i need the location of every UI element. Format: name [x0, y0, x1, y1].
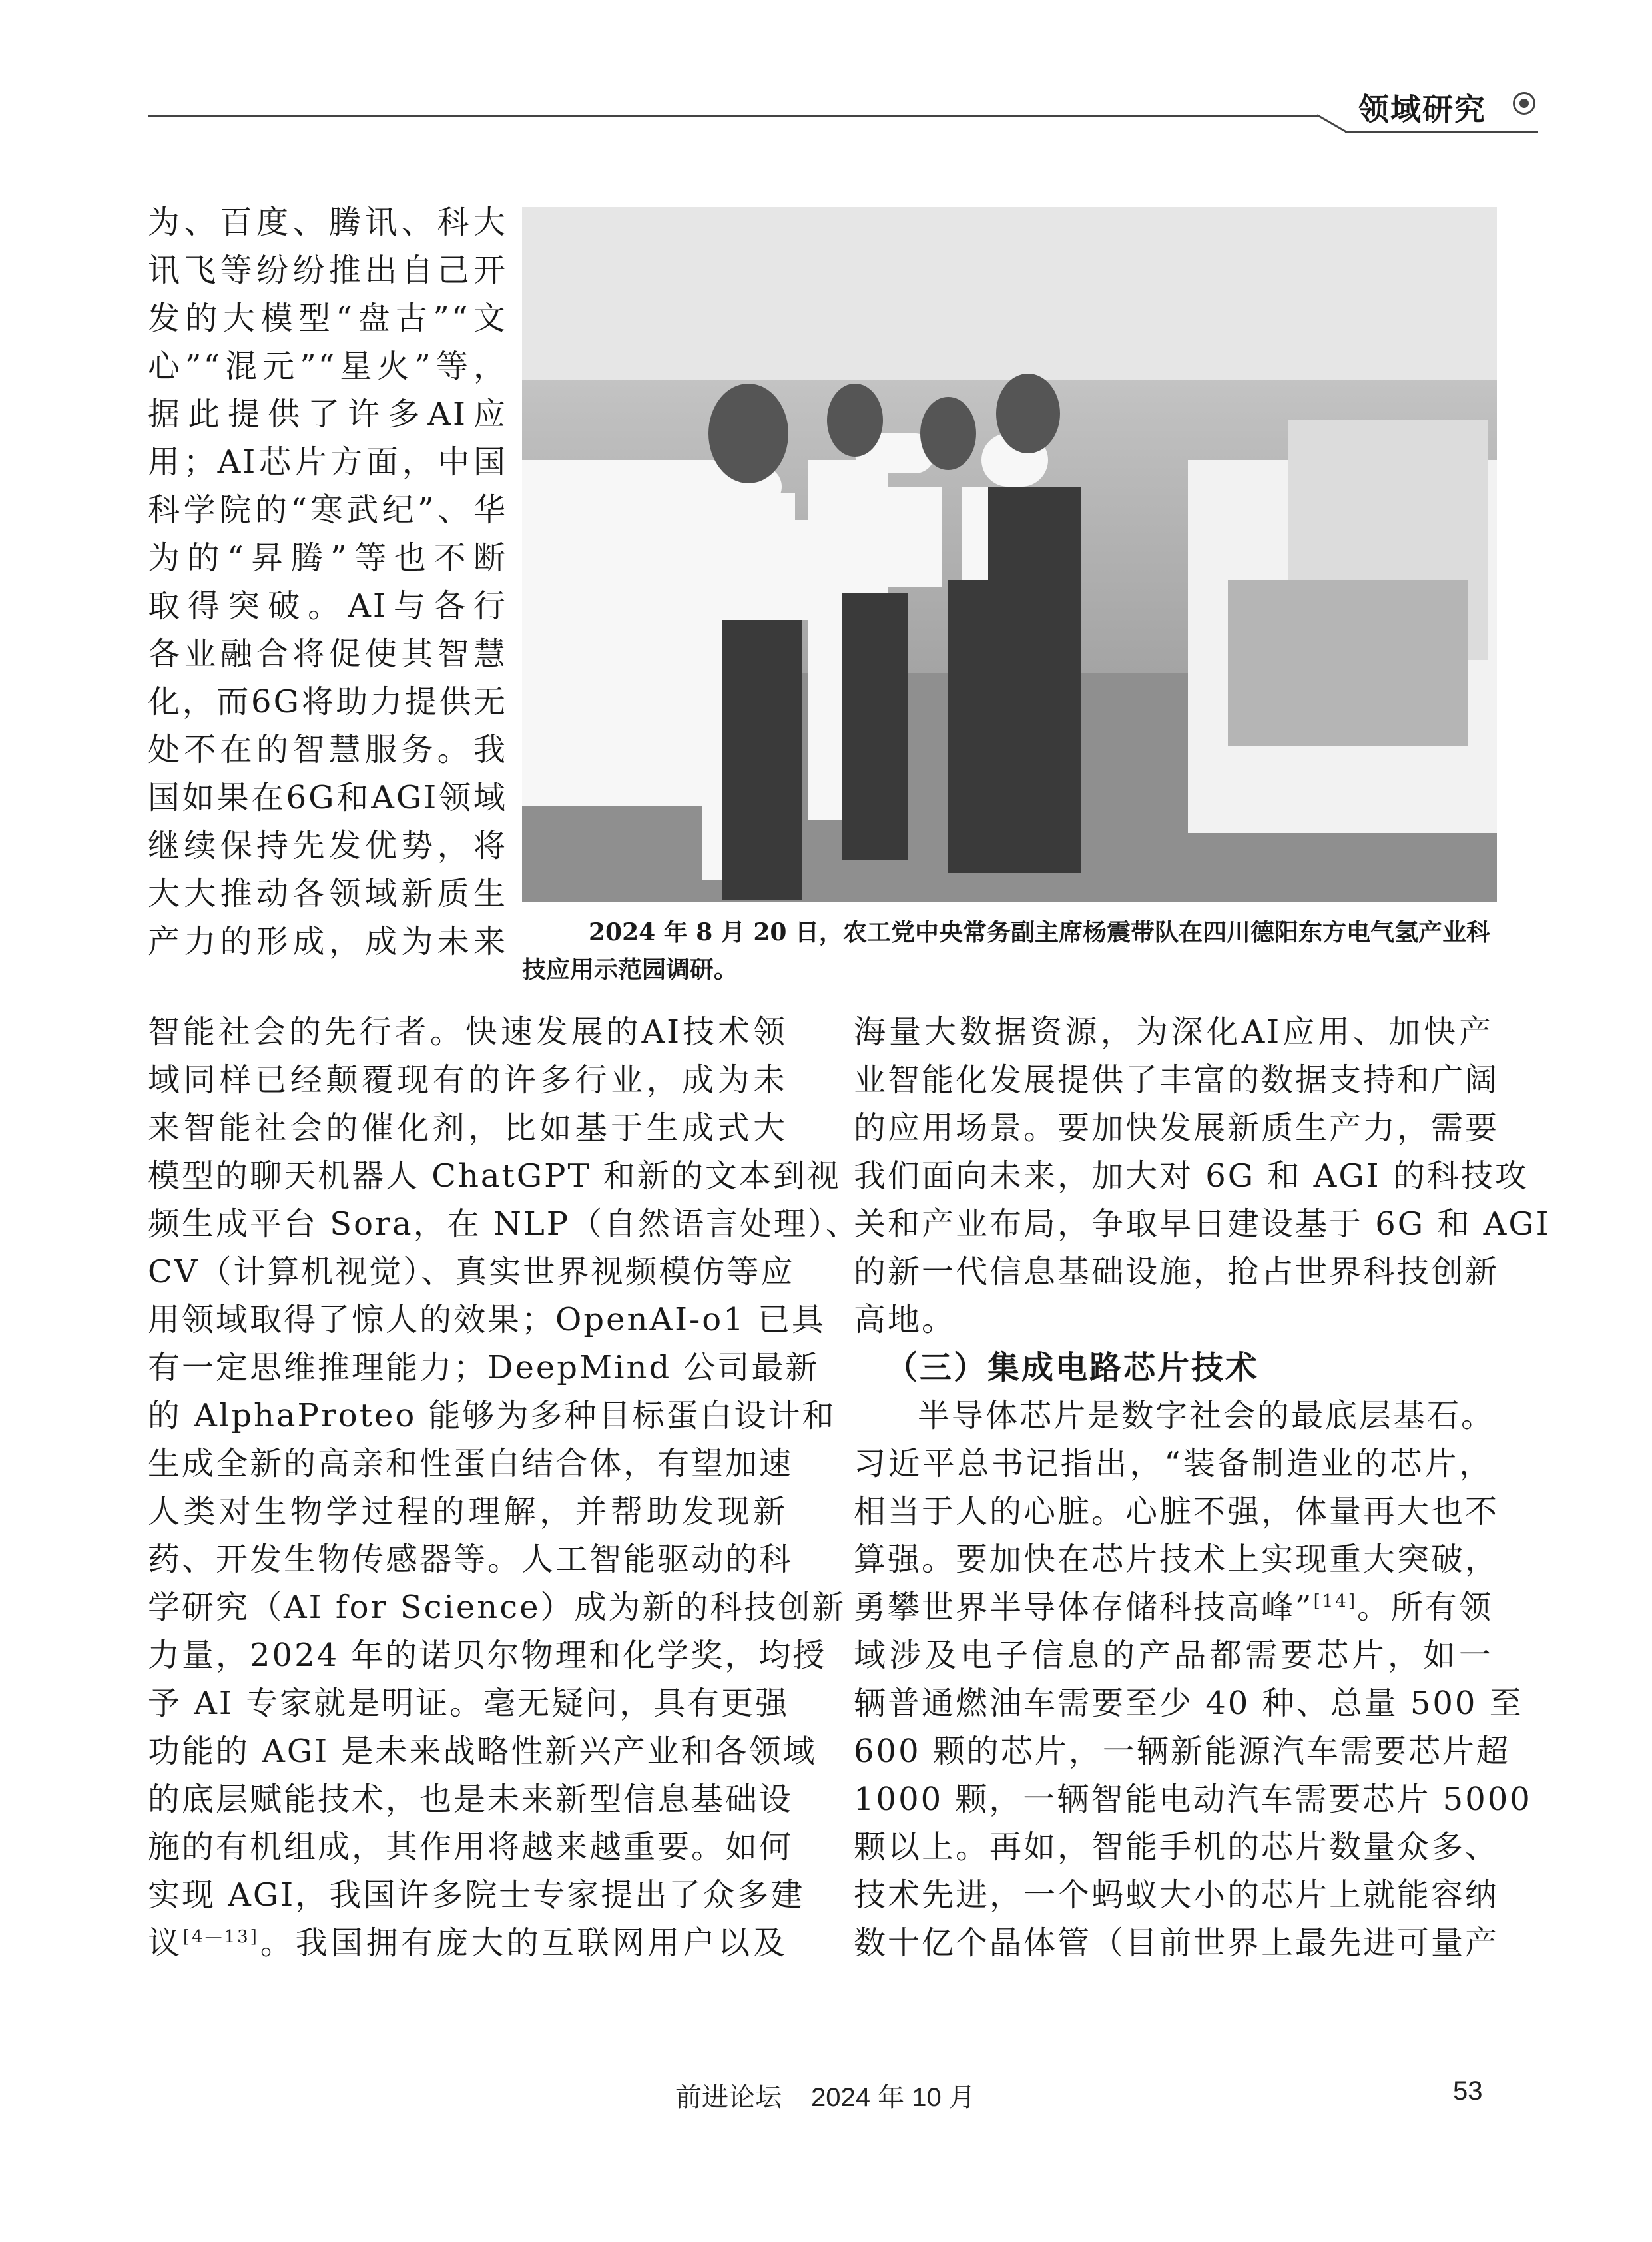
text-line: 生成全新的高亲和性蛋白结合体，有望加速 — [148, 1445, 794, 1482]
text-line: 智能社会的先行者。快速发展的AI技术领 — [148, 1013, 787, 1051]
footer-page-number: 53 — [1453, 2076, 1483, 2105]
text-line: 算强。要加快在芯片技术上实现重大突破， — [854, 1541, 1500, 1578]
paragraph-left — [148, 1008, 860, 1967]
text-line: 处不在的智慧服务。我 — [148, 731, 507, 768]
text-line: 的应用场景。要加快发展新质生产力，需要 — [854, 1109, 1500, 1147]
text-line: 域同样已经颠覆现有的许多行业，成为未 — [148, 1061, 787, 1099]
target-icon — [1513, 92, 1535, 115]
text-line: 的新一代信息基础设施，抢占世界科技创新 — [854, 1253, 1500, 1290]
text-line: 继续保持先发优势，将 — [148, 827, 507, 864]
text-line: 各业融合将促使其智慧 — [148, 635, 507, 673]
text-line: 高地。 — [854, 1301, 956, 1338]
text-line: 相当于人的心脏。心脏不强，体量再大也不 — [854, 1493, 1500, 1530]
text-line-with-citation — [148, 1919, 787, 1967]
text-span: 。所有领 — [1356, 1589, 1493, 1626]
text-line: 数十亿个晶体管（目前世界上最先进可量产 — [854, 1924, 1500, 1962]
header-rule — [148, 115, 1320, 117]
text-line: 功能的 AGI 是未来战略性新兴产业和各领域 — [148, 1733, 817, 1770]
citation-ref: [4—13] — [182, 1927, 259, 1947]
text-line: 为的“昇腾”等也不断 — [148, 539, 507, 577]
text-line: 大大推动各领域新质生 — [148, 875, 507, 912]
text-line: 频生成平台 Sora，在 NLP（自然语言处理）、 — [148, 1205, 860, 1243]
text-line: 辆普通燃油车需要至少 40 种、总量 500 至 — [854, 1685, 1523, 1722]
text-line: 施的有机组成，其作用将越来越重要。如何 — [148, 1828, 794, 1866]
subsection-heading: （三）集成电路芯片技术 — [886, 1349, 1260, 1386]
footer-date: 2024 年 10 月 — [811, 2083, 975, 2112]
text-line: 我们面向未来，加大对 6G 和 AGI 的科技攻 — [854, 1157, 1529, 1195]
text-span: 。我国拥有庞大的互联网用户以及 — [258, 1924, 787, 1962]
text-line: CV（计算机视觉）、真实世界视频模仿等应 — [148, 1253, 795, 1290]
text-line: 心”“混元”“星火”等， — [148, 348, 507, 385]
text-line: 域涉及电子信息的产品都需要芯片，如一 — [854, 1637, 1493, 1674]
citation-ref: [14] — [1313, 1591, 1357, 1611]
header-rule-slant — [1316, 114, 1346, 133]
text-line: 药、开发生物传感器等。人工智能驱动的科 — [148, 1541, 794, 1578]
text-line: 技术先进，一个蚂蚁大小的芯片上就能容纳 — [854, 1876, 1500, 1914]
text-line: 业智能化发展提供了丰富的数据支持和广阔 — [854, 1061, 1500, 1099]
text-line: 用；AI芯片方面，中国 — [148, 443, 507, 481]
header-rule-right — [1345, 131, 1538, 133]
text-line: 来智能社会的催化剂，比如基于生成式大 — [148, 1109, 787, 1147]
text-line-with-citation — [854, 1583, 1493, 1631]
text-line: 1000 颗，一辆智能电动汽车需要芯片 5000 — [854, 1781, 1532, 1818]
photo-caption: 2024 年 8 月 20 日，农工党中央常务副主席杨震带队在四川德阳东方电气氢产业科技应用示范园调研。 — [522, 918, 1491, 983]
text-line: 科学院的“寒武纪”、华 — [148, 491, 507, 529]
text-line: 化，而6G将助力提供无 — [148, 683, 507, 720]
text-line: 予 AI 专家就是明证。毫无疑问，具有更强 — [148, 1685, 790, 1722]
paragraph-right — [854, 1008, 1551, 1967]
text-line: 有一定思维推理能力；DeepMind 公司最新 — [148, 1349, 820, 1386]
footer-journal: 前进论坛 — [675, 2083, 782, 2112]
text-line: 力量，2024 年的诺贝尔物理和化学奖，均授 — [148, 1637, 827, 1674]
text-line: 人类对生物学过程的理解，并帮助发现新 — [148, 1493, 787, 1530]
text-line: 600 颗的芯片，一辆新能源汽车需要芯片超 — [854, 1733, 1510, 1770]
text-line: 用领域取得了惊人的效果；OpenAI-o1 已具 — [148, 1301, 826, 1338]
text-line: 发的大模型“盘古”“文 — [148, 300, 507, 337]
paragraph-left-top — [148, 198, 507, 966]
text-line: 习近平总书记指出，“装备制造业的芯片， — [854, 1445, 1493, 1482]
text-line: 模型的聊天机器人 ChatGPT 和新的文本到视 — [148, 1157, 841, 1195]
text-line: 取得突破。AI与各行 — [148, 587, 507, 625]
text-line: 海量大数据资源，为深化AI应用、加快产 — [854, 1013, 1493, 1051]
text-span: 勇攀世界半导体存储科技高峰” — [854, 1589, 1314, 1626]
text-line: 实现 AGI，我国许多院士专家提出了众多建 — [148, 1876, 805, 1914]
text-line: 关和产业布局，争取早日建设基于 6G 和 AGI — [854, 1205, 1551, 1243]
text-line: 学研究（AI for Science）成为新的科技创新 — [148, 1589, 846, 1626]
text-line: 产力的形成，成为未来 — [148, 923, 507, 960]
news-photo — [522, 207, 1497, 902]
text-line: 为、百度、腾讯、科大 — [148, 204, 507, 241]
text-line: 的 AlphaProteo 能够为多种目标蛋白设计和 — [148, 1397, 836, 1434]
text-line: 国如果在6G和AGI领域 — [148, 779, 507, 816]
text-span: 议 — [148, 1924, 183, 1962]
section-title: 领域研究 — [1358, 91, 1486, 127]
text-line: 讯飞等纷纷推出自己开 — [148, 252, 507, 289]
text-line: 据此提供了许多AI应 — [148, 396, 507, 433]
text-line: 的底层赋能技术，也是未来新型信息基础设 — [148, 1781, 794, 1818]
text-line: 半导体芯片是数字社会的最底层基石。 — [918, 1397, 1496, 1434]
text-line: 颗以上。再如，智能手机的芯片数量众多、 — [854, 1828, 1500, 1866]
